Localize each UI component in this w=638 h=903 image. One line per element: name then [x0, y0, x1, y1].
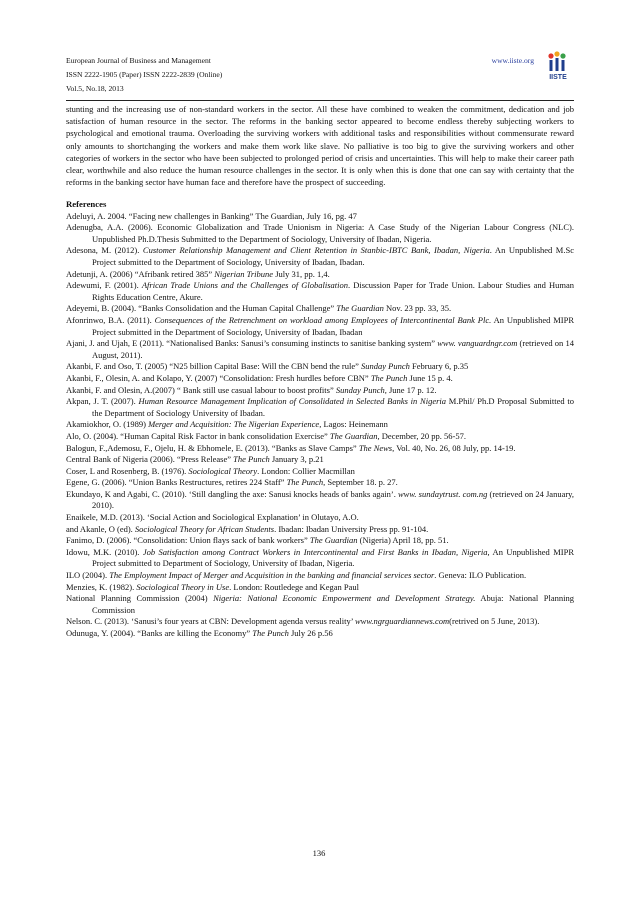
reference-text: M.Phil/ Ph.D Proposal Submitted to the Department of Sociology University of Ibadan. [92, 396, 574, 418]
reference-text: Akanbi, F. and Oso, T. (2005) “N25 billion Capital Base: Will the CBN bend the rule” [66, 361, 362, 372]
reference-text: Egene, G. (2006). “Union Banks Restructures, retires 224 Staff” [66, 477, 287, 488]
reference-text: July 31, pp. 1,4. [273, 268, 330, 279]
reference-text: Ajani, J. and Ujah, E (2011). “Nationalised Banks: Sanusi’s consuming instincts to sanitise banking system” [66, 338, 438, 349]
reference-text: Akanbi, F. and Olesin, A.(2007) “ Bank still use casual labour to boost profits” [66, 384, 336, 395]
reference-text: An Unpublished MIPR Project submitted in the Department of Sociology, University of Ibadan, Ibadan [92, 314, 574, 337]
reference-entry [66, 593, 574, 616]
reference-list [66, 211, 574, 640]
reference-entry [66, 431, 574, 443]
reference-italic-text: Nigerian Tribune [214, 268, 274, 279]
reference-text: Akamiokhor, O. (1989) [66, 419, 149, 430]
reference-italic-text: Sunday Punch [361, 361, 410, 372]
reference-text: Coser, L and Rosenberg, B. (1976). [66, 465, 189, 476]
reference-text: , Vol. 40, No. 26, 08 July, pp. 14-19. [392, 442, 516, 453]
reference-text: . An Unpublished M.Sc Project submitted to the Department of Sociology, University of Ibadan, Ibadan. [92, 245, 574, 267]
page-number: 136 [312, 848, 326, 858]
reference-text: Balogun, F.,Ademosu, F., Ojelu, H. & Ebhomele, E. (2013). “Banks as Slave Camps” [66, 442, 359, 453]
reference-italic-text: Nigeria: National Economic Empowerment and Development Strategy. [213, 593, 476, 604]
reference-text: July 26 p.56 [288, 628, 333, 638]
reference-text: , Lagos: Heinemann [319, 419, 388, 430]
reference-entry [66, 524, 574, 536]
reference-text: Adenugba, A.A. (2006). Economic Globalization and Trade Unionism in Nigeria: A Case Study of the Nigerian Labour Congress (NLC). Unpublished Ph.D.Thesis Submitted to the Department of Sociology, University of Ibadan, Nigeria. [66, 222, 574, 244]
reference-italic-text: Merger and Acquisition: The Nigerian Experience [148, 419, 320, 430]
reference-entry [66, 582, 574, 594]
reference-entry [66, 616, 574, 628]
reference-text: Ekundayo, K and Agabi, C. (2010). ‘Still dangling the axe: Sanusi knocks heads of banks again’. [66, 488, 398, 499]
reference-text: February 6, p.35 [409, 361, 469, 372]
reference-text: . London: Collier Macmillan [257, 465, 355, 476]
reference-entry [66, 211, 574, 223]
reference-entry [66, 547, 574, 570]
reference-text: Odunuga, Y. (2004). “Banks are killing the Economy” [66, 628, 253, 638]
reference-entry [66, 315, 574, 338]
reference-italic-text: www.ngrguardiannews.com [355, 616, 450, 627]
reference-text: Enaikele, M.D. (2013). ‘Social Action and Sociological Explanation’ in Olutayo, A.O. [66, 512, 359, 523]
reference-italic-text: Sociological Theory in Use [136, 581, 230, 592]
svg-text:IISTE: IISTE [549, 74, 567, 81]
volume-line: Vol.5, No.18, 2013 [66, 84, 124, 93]
reference-text: (retrieved on 14 August, 2011). [92, 338, 574, 360]
reference-italic-text: Customer Relationship Management and Client Retention in Stanbic-IBTC Bank, Ibadan, Nigeria [142, 245, 490, 256]
reference-text: Adeluyi, A. 2004. “Facing new challenges in Banking” The Guardian, July 16, pg. 47 [66, 210, 357, 221]
reference-text: Akpan, J. T. (2007). [66, 396, 139, 407]
reference-text: , June 17 p. 12. [384, 384, 437, 395]
reference-text: , An Unpublished MIPR Project submitted to Department of Sociology, University of Ibadan, Nigeria. [92, 546, 574, 569]
reference-text: (retrieved on 24 January, 2010). [92, 488, 574, 511]
reference-text: Alo, O. (2004). “Human Capital Risk Factor in bank consolidation Exercise” [66, 430, 330, 441]
issn-line: ISSN 2222-1905 (Paper) ISSN 2222-2839 (Online) [66, 70, 223, 79]
reference-entry [66, 489, 574, 512]
reference-text: Fanimo, D. (2006). “Consolidation: Union flays sack of bank workers” [66, 535, 310, 546]
reference-italic-text: Job Satisfaction among Contract Workers in Intercontinental and First Banks in Ibadan, Nigeria [142, 546, 488, 557]
header-rule [66, 100, 574, 101]
references-heading: References [66, 199, 107, 210]
reference-text: Adetunji, A. (2006) “Afribank retired 385” [66, 268, 215, 279]
reference-text: Akanbi, F., Olesin, A. and Kolapo, Y. (2007) “Consolidation: Fresh hurdles before CBN” [66, 372, 371, 383]
reference-italic-text: The Guardian, [329, 430, 380, 441]
reference-entry [66, 303, 574, 315]
reference-text: . Discussion Paper for Trade Union. Labour Studies and Human Rights Education Centre, Akure. [92, 280, 575, 302]
reference-entry [66, 419, 574, 431]
reference-entry [66, 454, 574, 466]
reference-italic-text: Sunday Punch [335, 384, 385, 395]
reference-text: June 15 p. 4. [407, 372, 453, 383]
reference-text: Afonrinwo, B.A. (2011). [66, 314, 155, 325]
reference-text: Abuja: National Planning Commission [92, 593, 574, 615]
reference-text: Adeyemi, B. (2004). “Banks Consolidation and the Human Capital Challenge” [66, 303, 337, 314]
reference-text: Central Bank of Nigeria (2006). “Press Release” [66, 454, 234, 465]
reference-text: . Ibadan: Ibadan University Press pp. 91-104. [274, 523, 429, 534]
reference-text: Nov. 23 pp. 33, 35. [383, 303, 452, 314]
reference-entry [66, 338, 574, 361]
reference-entry [66, 222, 574, 245]
reference-entry [66, 280, 574, 303]
reference-text: and Akanle, O (ed). [66, 523, 135, 534]
reference-italic-text: The Punch [252, 628, 289, 638]
reference-entry [66, 373, 574, 385]
reference-text: ILO (2004). [66, 570, 110, 581]
reference-entry [66, 512, 574, 524]
reference-text: Menzies, K. (1982). [66, 581, 137, 592]
reference-italic-text: The Punch [370, 372, 408, 383]
reference-italic-text: Sociological Theory [188, 465, 258, 476]
reference-entry [66, 477, 574, 489]
reference-italic-text: www. sundaytrust. com.ng [398, 488, 488, 499]
reference-text: . London: Routledege and Kegan Paul [229, 581, 359, 592]
reference-entry [66, 269, 574, 281]
reference-entry [66, 245, 574, 268]
reference-text: (retrived on 5 June, 2013). [449, 616, 540, 627]
reference-italic-text: African Trade Unions and the Challenges of Globalisation [141, 280, 349, 291]
iiste-logo [542, 48, 574, 82]
reference-entry [66, 466, 574, 478]
reference-italic-text: The Punch [233, 454, 270, 465]
reference-text: (Nigeria) April 18, pp. 51. [357, 535, 449, 546]
reference-entry [66, 361, 574, 373]
journal-url-link[interactable]: www.iiste.org [491, 56, 534, 65]
page-content [66, 103, 574, 640]
reference-entry [66, 385, 574, 397]
reference-entry [66, 443, 574, 455]
reference-italic-text: The Punch [286, 477, 324, 488]
reference-text: , September 18. p. 27. [323, 477, 398, 488]
reference-text: National Planning Commission (2004) [66, 593, 214, 604]
reference-entry [66, 396, 574, 419]
reference-text: December, 20 pp. 56-57. [379, 430, 466, 441]
reference-italic-text: Consequences of the Retrenchment on workload among Employees of Intercontinental Bank Plc. [154, 314, 492, 325]
reference-italic-text: The Guardian [309, 535, 358, 546]
reference-italic-text: The Guardian [336, 303, 384, 314]
reference-text: Adesona, M. (2012). [66, 245, 143, 256]
reference-italic-text: The News [358, 442, 393, 453]
reference-entry [66, 570, 574, 582]
reference-entry [66, 628, 574, 640]
reference-italic-text: Human Resource Management Implication of Consolidated in Selected Banks in Nigeria [138, 396, 447, 407]
reference-text: Nelson. C. (2013). ‘Sanusi’s four years at CBN: Development agenda versus reality’ [66, 616, 356, 627]
page-header [66, 54, 574, 100]
reference-text: Idowu, M.K. (2010). [66, 546, 143, 557]
reference-italic-text: www. vanguardngr.com [437, 338, 518, 349]
body-paragraph: stunting and the increasing use of non-standard workers in the sector. All these have combined to weaken the commitment, dedication and job satisfaction of human resource in the sector. The reforms in the banking sector appeared to become endless thereby subjecting workers to psychological and emotional trauma. Overloading the surviving workers with additional tasks and responsibilities without commensurate reward only amounts to shortchanging the workers and make them work like slave. No palliative is too big to give the surviving workers and other categories of workers in the sector who have been subjected to prolonged period of crisis and uncertainties. This will help to make their career path clear, worthwhile and also reduce the human resource challenges in the sector. It is only when this is done that one can say with certainty that the reforms in the banking sector have human face and therefore have the prospect of succeeding. [66, 104, 574, 188]
journal-title: European Journal of Business and Management [66, 56, 211, 65]
reference-entry [66, 535, 574, 547]
reference-text: January 3, p.21 [269, 454, 324, 465]
reference-italic-text: Sociological Theory for African Students [134, 523, 275, 534]
reference-italic-text: The Employment Impact of Merger and Acquisition in the banking and financial services sector [109, 570, 435, 581]
reference-text: Adewumi, F. (2001). [66, 280, 142, 291]
reference-text: . Geneva: ILO Publication. [434, 570, 527, 581]
